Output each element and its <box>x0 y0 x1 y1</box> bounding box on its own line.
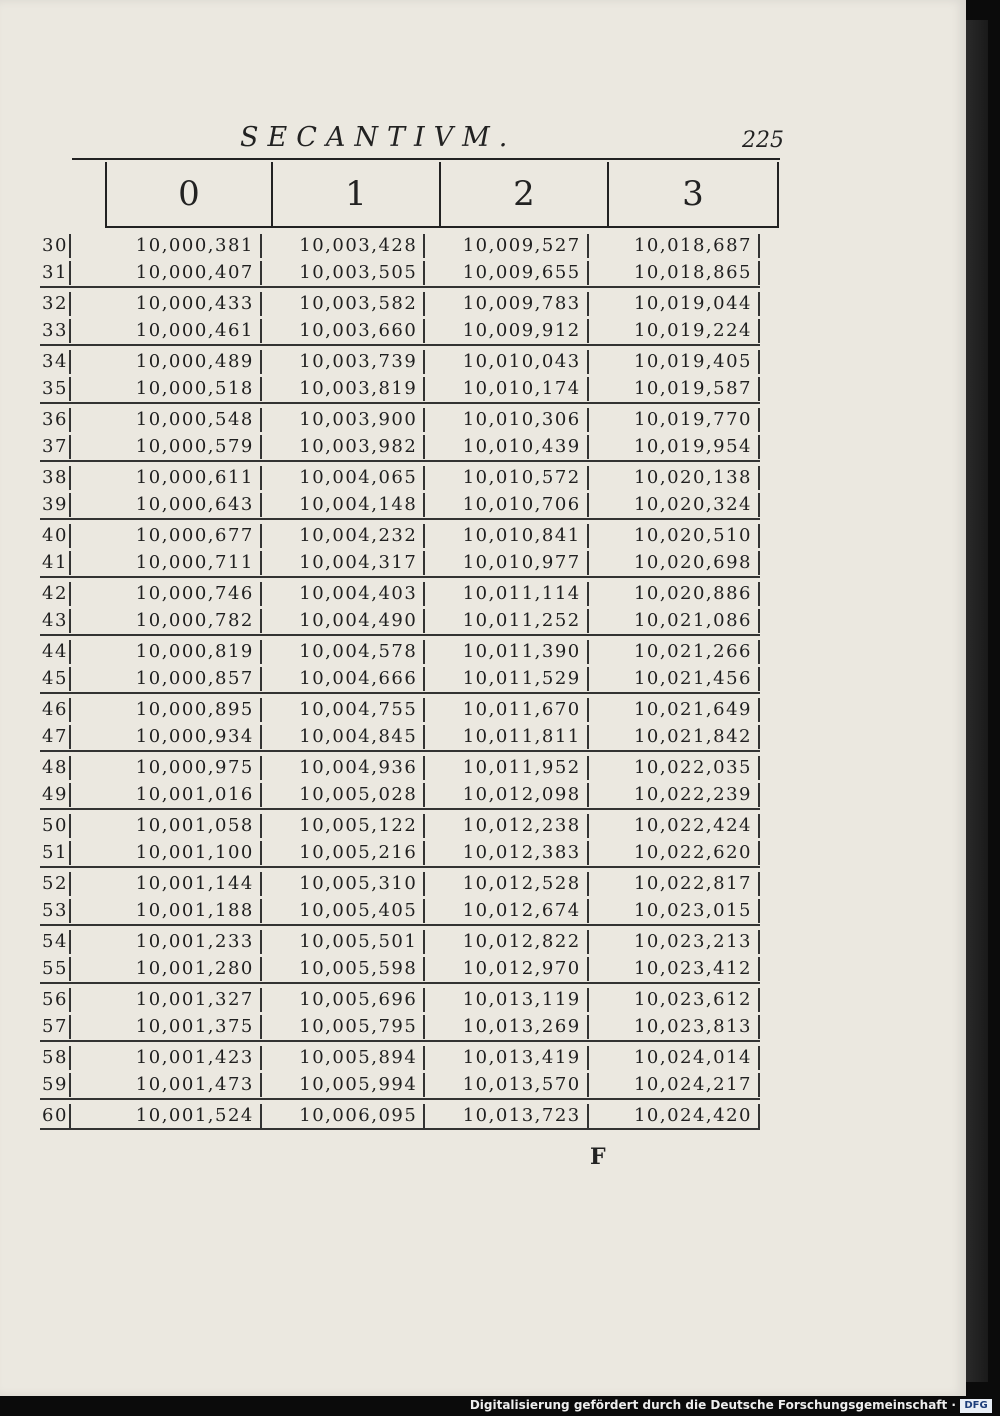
row-group <box>40 868 760 926</box>
row-group <box>40 288 760 346</box>
column-header-3: 3 <box>682 174 704 214</box>
secant-value: 10,001,188 <box>71 899 262 923</box>
secant-value: 10,011,114 <box>425 582 588 606</box>
table-row <box>40 348 760 375</box>
minute-label: 49 <box>40 783 71 807</box>
secant-value: 10,001,375 <box>71 1015 262 1039</box>
secant-value: 10,010,043 <box>425 350 588 374</box>
secant-value: 10,000,819 <box>71 640 262 664</box>
secant-value: 10,000,518 <box>71 377 262 401</box>
row-group <box>40 404 760 462</box>
secant-value: 10,000,381 <box>71 234 262 258</box>
minute-label: 56 <box>40 988 71 1012</box>
secant-value: 10,010,306 <box>425 408 588 432</box>
secant-value: 10,013,570 <box>425 1073 588 1097</box>
secant-value: 10,009,912 <box>425 319 588 343</box>
header-rule <box>72 158 780 160</box>
signature-mark: F <box>590 1144 606 1170</box>
secant-value: 10,022,424 <box>589 814 760 838</box>
secant-value: 10,019,044 <box>589 292 760 316</box>
secant-value: 10,010,174 <box>425 377 588 401</box>
row-group <box>40 984 760 1042</box>
secant-value: 10,009,527 <box>425 234 588 258</box>
secant-value: 10,005,894 <box>262 1046 425 1070</box>
secant-value: 10,020,886 <box>589 582 760 606</box>
secant-value: 10,023,813 <box>589 1015 760 1039</box>
digitization-credit: Digitalisierung gefördert durch die Deutsche Forschungsgemeinschaft · <box>469 1398 956 1412</box>
secant-value: 10,004,490 <box>262 609 425 633</box>
secant-value: 10,005,696 <box>262 988 425 1012</box>
secant-value: 10,012,098 <box>425 783 588 807</box>
secant-value: 10,005,122 <box>262 814 425 838</box>
secant-value: 10,009,655 <box>425 261 588 285</box>
secant-value: 10,019,405 <box>589 350 760 374</box>
minute-label: 38 <box>40 466 71 490</box>
minute-label: 55 <box>40 957 71 981</box>
secant-value: 10,013,119 <box>425 988 588 1012</box>
secant-value: 10,000,579 <box>71 435 262 459</box>
row-group <box>40 810 760 868</box>
secant-value: 10,001,473 <box>71 1073 262 1097</box>
secant-value: 10,011,670 <box>425 698 588 722</box>
secant-value: 10,013,419 <box>425 1046 588 1070</box>
secant-value: 10,001,058 <box>71 814 262 838</box>
secant-value: 10,003,428 <box>262 234 425 258</box>
secant-value: 10,010,439 <box>425 435 588 459</box>
table-row <box>40 696 760 723</box>
secant-value: 10,000,407 <box>71 261 262 285</box>
column-header-0: 0 <box>178 174 200 214</box>
minute-label: 30 <box>40 234 71 258</box>
minute-label: 32 <box>40 292 71 316</box>
secant-value: 10,011,390 <box>425 640 588 664</box>
row-group <box>40 752 760 810</box>
minute-label: 43 <box>40 609 71 633</box>
secant-value: 10,013,269 <box>425 1015 588 1039</box>
secant-value: 10,010,977 <box>425 551 588 575</box>
secant-value: 10,011,811 <box>425 725 588 749</box>
table-row <box>40 491 760 518</box>
minute-label: 58 <box>40 1046 71 1070</box>
minute-label: 42 <box>40 582 71 606</box>
secant-value: 10,005,795 <box>262 1015 425 1039</box>
secant-value: 10,000,489 <box>71 350 262 374</box>
row-group <box>40 1042 760 1100</box>
minute-label: 41 <box>40 551 71 575</box>
secant-value: 10,004,148 <box>262 493 425 517</box>
secant-value: 10,020,324 <box>589 493 760 517</box>
secant-value: 10,021,456 <box>589 667 760 691</box>
secant-value: 10,005,028 <box>262 783 425 807</box>
secant-value: 10,020,510 <box>589 524 760 548</box>
secant-value: 10,011,252 <box>425 609 588 633</box>
secant-value: 10,011,952 <box>425 756 588 780</box>
table-row <box>40 290 760 317</box>
book-edge <box>966 20 988 1382</box>
secant-value: 10,000,934 <box>71 725 262 749</box>
table-row <box>40 406 760 433</box>
table-row <box>40 928 760 955</box>
column-header-2: 2 <box>513 174 535 214</box>
secant-value: 10,005,405 <box>262 899 425 923</box>
minute-label: 44 <box>40 640 71 664</box>
table-row <box>40 812 760 839</box>
secant-value: 10,004,845 <box>262 725 425 749</box>
secant-value: 10,024,014 <box>589 1046 760 1070</box>
dfg-logo: DFG <box>960 1399 992 1413</box>
column-header-1: 1 <box>345 174 367 214</box>
table-row <box>40 549 760 576</box>
secant-value: 10,004,065 <box>262 466 425 490</box>
secant-value: 10,001,144 <box>71 872 262 896</box>
secant-value: 10,023,213 <box>589 930 760 954</box>
secant-value: 10,022,817 <box>589 872 760 896</box>
minute-label: 60 <box>40 1104 71 1128</box>
secant-value: 10,023,612 <box>589 988 760 1012</box>
row-group <box>40 694 760 752</box>
row-group <box>40 578 760 636</box>
minute-label: 35 <box>40 377 71 401</box>
secant-value: 10,021,842 <box>589 725 760 749</box>
minute-label: 59 <box>40 1073 71 1097</box>
table-row <box>40 433 760 460</box>
table-row <box>40 232 760 259</box>
secant-value: 10,021,649 <box>589 698 760 722</box>
secant-value: 10,000,611 <box>71 466 262 490</box>
table-row <box>40 986 760 1013</box>
secant-value: 10,004,936 <box>262 756 425 780</box>
minute-label: 37 <box>40 435 71 459</box>
minute-label: 46 <box>40 698 71 722</box>
row-group <box>40 926 760 984</box>
row-group <box>40 1100 760 1130</box>
secant-value: 10,000,782 <box>71 609 262 633</box>
secant-value: 10,019,954 <box>589 435 760 459</box>
minute-label: 40 <box>40 524 71 548</box>
table-row <box>40 1013 760 1040</box>
row-group <box>40 520 760 578</box>
row-group <box>40 636 760 694</box>
secant-value: 10,010,706 <box>425 493 588 517</box>
secant-value: 10,004,578 <box>262 640 425 664</box>
table-row <box>40 839 760 866</box>
minute-label: 52 <box>40 872 71 896</box>
secant-value: 10,024,420 <box>589 1104 760 1128</box>
secant-value: 10,012,674 <box>425 899 588 923</box>
table-row <box>40 375 760 402</box>
minute-label: 34 <box>40 350 71 374</box>
table-row <box>40 897 760 924</box>
secant-value: 10,001,233 <box>71 930 262 954</box>
minute-label: 54 <box>40 930 71 954</box>
minute-label: 51 <box>40 841 71 865</box>
secant-value: 10,020,138 <box>589 466 760 490</box>
secant-value: 10,009,783 <box>425 292 588 316</box>
secant-value: 10,013,723 <box>425 1104 588 1128</box>
secant-value: 10,004,317 <box>262 551 425 575</box>
secant-value: 10,003,660 <box>262 319 425 343</box>
page-number: 225 <box>742 128 784 153</box>
secant-value: 10,003,739 <box>262 350 425 374</box>
secant-value: 10,005,216 <box>262 841 425 865</box>
secant-value: 10,005,598 <box>262 957 425 981</box>
secant-value: 10,003,900 <box>262 408 425 432</box>
secant-value: 10,000,643 <box>71 493 262 517</box>
secant-value: 10,003,819 <box>262 377 425 401</box>
secant-value: 10,001,280 <box>71 957 262 981</box>
secant-value: 10,003,505 <box>262 261 425 285</box>
minute-label: 31 <box>40 261 71 285</box>
minute-label: 45 <box>40 667 71 691</box>
row-group <box>40 346 760 404</box>
table-row <box>40 665 760 692</box>
table-row <box>40 754 760 781</box>
minute-label: 39 <box>40 493 71 517</box>
secant-value: 10,021,086 <box>589 609 760 633</box>
table-row <box>40 259 760 286</box>
secant-value: 10,010,841 <box>425 524 588 548</box>
secant-value: 10,022,620 <box>589 841 760 865</box>
secant-value: 10,011,529 <box>425 667 588 691</box>
table-row <box>40 723 760 750</box>
secant-value: 10,004,666 <box>262 667 425 691</box>
secant-value: 10,005,994 <box>262 1073 425 1097</box>
page-title: SECANTIVM. <box>240 122 517 153</box>
minute-label: 33 <box>40 319 71 343</box>
minute-label: 53 <box>40 899 71 923</box>
secant-value: 10,001,100 <box>71 841 262 865</box>
secant-value: 10,010,572 <box>425 466 588 490</box>
table-row <box>40 1071 760 1098</box>
table-row <box>40 607 760 634</box>
table-row <box>40 638 760 665</box>
secant-value: 10,024,217 <box>589 1073 760 1097</box>
minute-label: 47 <box>40 725 71 749</box>
secant-value: 10,003,982 <box>262 435 425 459</box>
header-bottom-rule <box>105 226 779 228</box>
secant-value: 10,000,461 <box>71 319 262 343</box>
minute-label: 48 <box>40 756 71 780</box>
secant-value: 10,000,746 <box>71 582 262 606</box>
secant-value: 10,019,770 <box>589 408 760 432</box>
secant-value: 10,022,035 <box>589 756 760 780</box>
secant-value: 10,021,266 <box>589 640 760 664</box>
row-group <box>40 462 760 520</box>
secant-value: 10,019,224 <box>589 319 760 343</box>
table-row <box>40 870 760 897</box>
secant-table-body <box>40 230 760 1130</box>
minute-label: 57 <box>40 1015 71 1039</box>
table-row <box>40 522 760 549</box>
table-row <box>40 781 760 808</box>
secant-value: 10,000,548 <box>71 408 262 432</box>
secant-value: 10,022,239 <box>589 783 760 807</box>
secant-value: 10,023,412 <box>589 957 760 981</box>
secant-value: 10,000,433 <box>71 292 262 316</box>
secant-value: 10,005,310 <box>262 872 425 896</box>
secant-value: 10,000,711 <box>71 551 262 575</box>
table-row <box>40 955 760 982</box>
secant-value: 10,012,970 <box>425 957 588 981</box>
secant-value: 10,000,895 <box>71 698 262 722</box>
secant-value: 10,012,822 <box>425 930 588 954</box>
secant-value: 10,004,755 <box>262 698 425 722</box>
secant-value: 10,003,582 <box>262 292 425 316</box>
table-row <box>40 317 760 344</box>
secant-value: 10,001,327 <box>71 988 262 1012</box>
secant-value: 10,006,095 <box>262 1104 425 1128</box>
table-row <box>40 1044 760 1071</box>
secant-value: 10,018,865 <box>589 261 760 285</box>
secant-value: 10,012,528 <box>425 872 588 896</box>
secant-value: 10,023,015 <box>589 899 760 923</box>
secant-value: 10,004,403 <box>262 582 425 606</box>
secant-value: 10,001,524 <box>71 1104 262 1128</box>
table-border <box>777 162 779 228</box>
secant-value: 10,004,232 <box>262 524 425 548</box>
secant-value: 10,012,383 <box>425 841 588 865</box>
secant-value: 10,001,016 <box>71 783 262 807</box>
table-row <box>40 1102 760 1129</box>
secant-value: 10,019,587 <box>589 377 760 401</box>
minute-label: 36 <box>40 408 71 432</box>
secant-value: 10,020,698 <box>589 551 760 575</box>
secant-value: 10,001,423 <box>71 1046 262 1070</box>
secant-value: 10,018,687 <box>589 234 760 258</box>
secant-value: 10,000,975 <box>71 756 262 780</box>
secant-value: 10,012,238 <box>425 814 588 838</box>
table-row <box>40 580 760 607</box>
row-group <box>40 230 760 288</box>
minute-label: 50 <box>40 814 71 838</box>
secant-value: 10,000,857 <box>71 667 262 691</box>
secant-value: 10,000,677 <box>71 524 262 548</box>
table-row <box>40 464 760 491</box>
secant-value: 10,005,501 <box>262 930 425 954</box>
